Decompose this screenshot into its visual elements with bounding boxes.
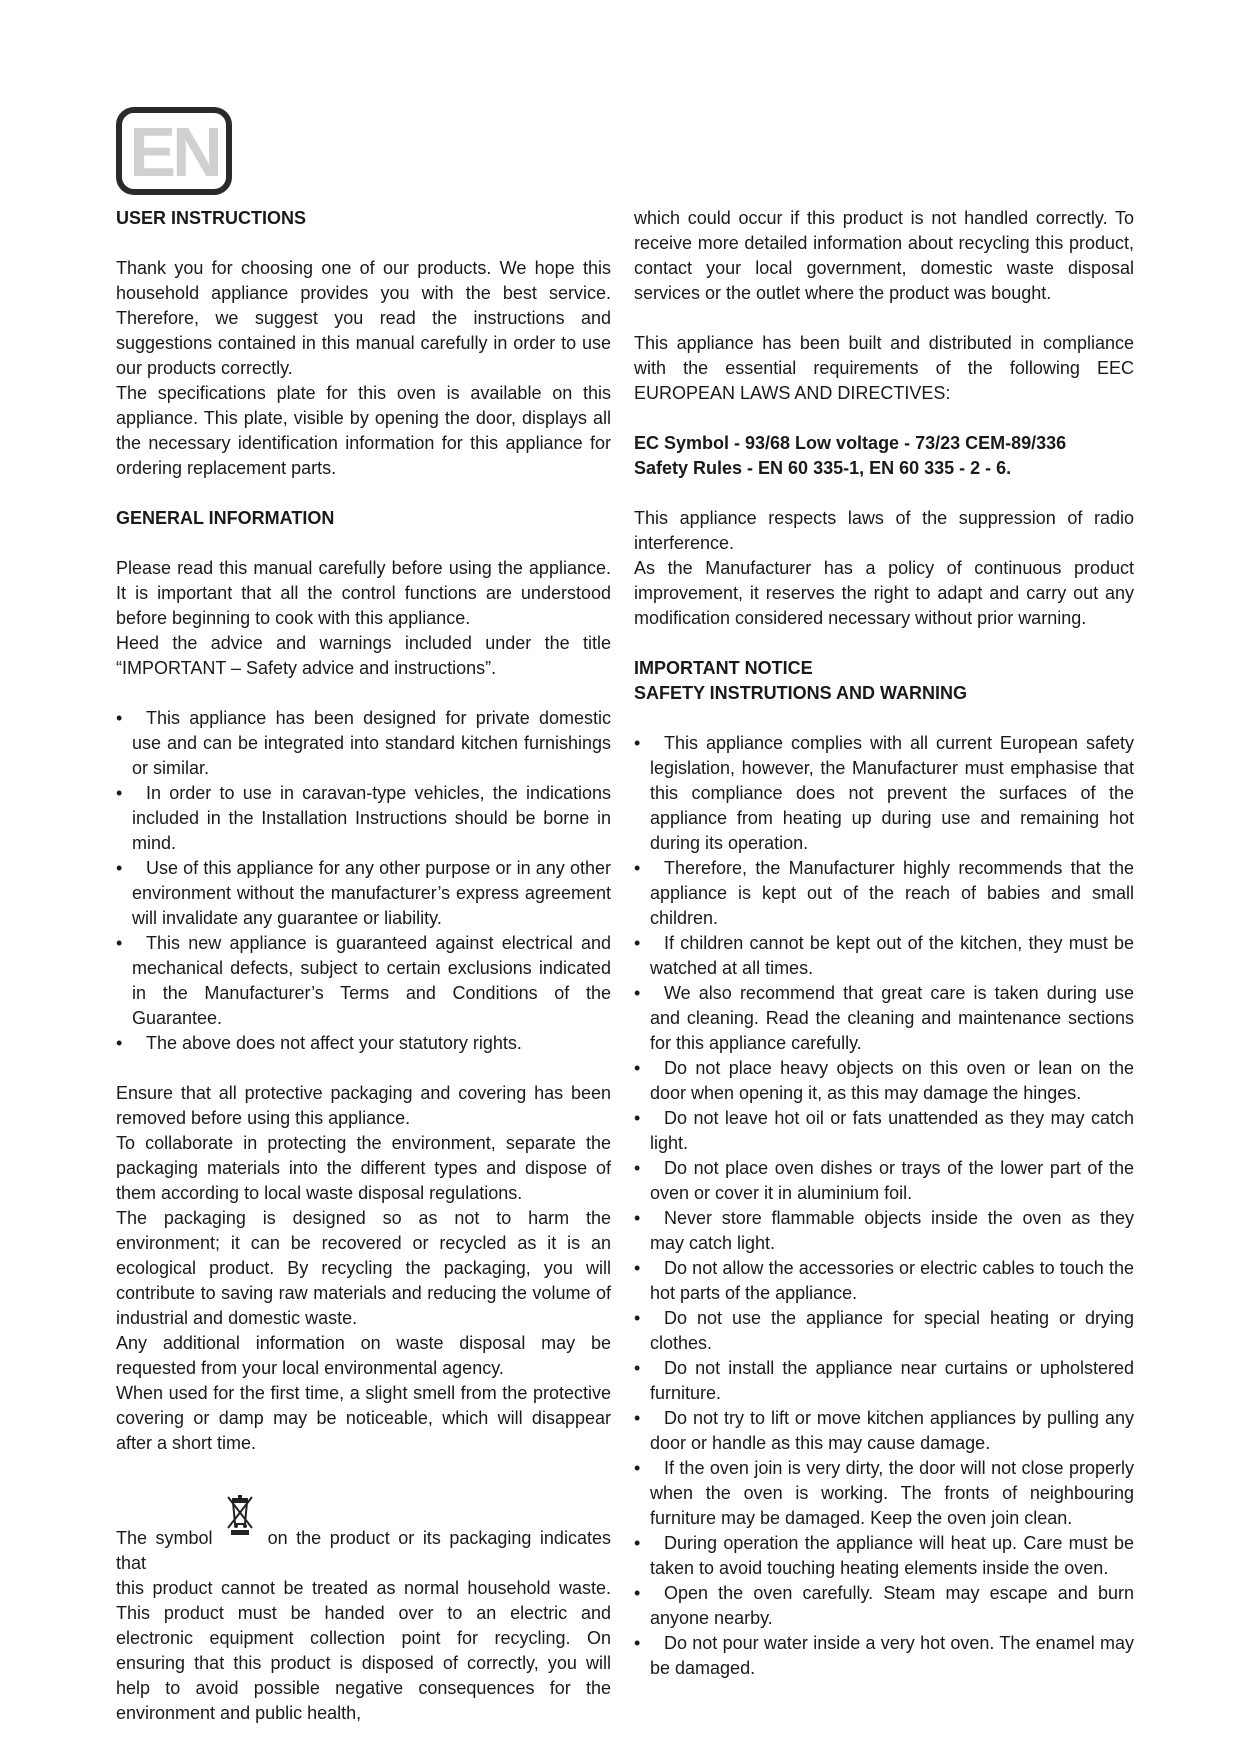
list-item-text: Use of this appliance for any other purpose or in any other environment without the manufacturer’s express agreement will invalidate any guarantee or liability. bbox=[132, 858, 611, 928]
list-item: • Do not leave hot oil or fats unattended as they may catch light. bbox=[634, 1108, 1134, 1153]
list-item: • Do not place heavy objects on this oven or lean on the door when opening it, as this may damage the hinges. bbox=[634, 1058, 1134, 1103]
packaging-paragraph-5: When used for the first time, a slight smell from the protective covering or damp may be noticeable, which will disappear after a short time. bbox=[116, 1383, 611, 1453]
list-item: • If children cannot be kept out of the kitchen, they must be watched at all times. bbox=[634, 933, 1134, 978]
list-item-text: In order to use in caravan-type vehicles, the indications included in the Installation Instructions should be borne in mind. bbox=[132, 783, 611, 853]
list-item-text: Do not leave hot oil or fats unattended as they may catch light. bbox=[650, 1108, 1134, 1153]
manufacturer-policy-paragraph: As the Manufacturer has a policy of continuous product improvement, it reserves the right to adapt and carry out any modification considered necessary without prior warning. bbox=[634, 558, 1134, 628]
list-item-text: This appliance has been designed for private domestic use and can be integrated into standard kitchen furnishings or similar. bbox=[132, 708, 611, 778]
important-notice-heading: IMPORTANT NOTICE bbox=[634, 658, 813, 678]
language-badge bbox=[116, 107, 232, 195]
right-column bbox=[634, 206, 1134, 1681]
list-item: • This appliance has been designed for private domestic use and can be integrated into standard kitchen furnishings or similar. bbox=[116, 708, 611, 778]
weee-symbol-paragraph bbox=[116, 1506, 611, 1576]
weee-text-after: on the product or its packaging indicates that bbox=[116, 1528, 611, 1573]
list-item: • If the oven join is very dirty, the door will not close properly when the oven is working. The fronts of neighbouring furniture may be damaged. Keep the oven join clean. bbox=[634, 1458, 1134, 1528]
radio-interference-paragraph: This appliance respects laws of the suppression of radio interference. bbox=[634, 508, 1134, 553]
general-paragraph-1: Please read this manual carefully before using the appliance. It is important that all the control functions are understood before beginning to cook with this appliance. bbox=[116, 558, 611, 628]
list-item: • This new appliance is guaranteed against electrical and mechanical defects, subject to certain exclusions indicated in the Manufacturer’s Terms and Conditions of the Guarantee. bbox=[116, 933, 611, 1028]
user-instructions-heading: USER INSTRUCTIONS bbox=[116, 208, 307, 228]
language-badge-label: EN bbox=[129, 113, 219, 191]
list-item: • Do not place oven dishes or trays of the lower part of the oven or cover it in aluminium foil. bbox=[634, 1158, 1134, 1203]
list-item-text: If the oven join is very dirty, the door will not close properly when the oven is working. The fronts of neighbouring furniture may be damaged. Keep the oven join clean. bbox=[650, 1458, 1134, 1528]
crossed-bin-icon bbox=[223, 1492, 257, 1536]
list-item: • Therefore, the Manufacturer highly recommends that the appliance is kept out of the reach of babies and small children. bbox=[634, 858, 1134, 928]
list-item: • Do not try to lift or move kitchen appliances by pulling any door or handle as this may cause damage. bbox=[634, 1408, 1134, 1453]
list-item: • Use of this appliance for any other purpose or in any other environment without the manufacturer’s express agreement will invalidate any guarantee or liability. bbox=[116, 858, 611, 928]
list-item-text: The above does not affect your statutory rights. bbox=[146, 1033, 522, 1053]
list-item-text: We also recommend that great care is taken during use and cleaning. Read the cleaning and maintenance sections for this appliance carefully. bbox=[650, 983, 1134, 1053]
list-item: • We also recommend that great care is taken during use and cleaning. Read the cleaning and maintenance sections for this appliance carefully. bbox=[634, 983, 1134, 1053]
list-item: • This appliance complies with all current European safety legislation, however, the Manufacturer must emphasise that this compliance does not prevent the surfaces of the appliance from heating up during use and remaining hot during its operation. bbox=[634, 733, 1134, 853]
packaging-paragraph-1: Ensure that all protective packaging and covering has been removed before using this appliance. bbox=[116, 1083, 611, 1128]
general-information-heading: GENERAL INFORMATION bbox=[116, 508, 335, 528]
general-paragraph-2: Heed the advice and warnings included under the title “IMPORTANT – Safety advice and instructions”. bbox=[116, 633, 611, 678]
intro-paragraph-2: The specifications plate for this oven is available on this appliance. This plate, visible by opening the door, displays all the necessary identification information for this appliance for ordering replacement parts. bbox=[116, 383, 611, 478]
list-item-text: This appliance complies with all current European safety legislation, however, the Manufacturer must emphasise that this compliance does not prevent the surfaces of the appliance from heating up during use and remaining hot during its operation. bbox=[650, 733, 1134, 853]
list-item: • Do not install the appliance near curtains or upholstered furniture. bbox=[634, 1358, 1134, 1403]
packaging-paragraph-3: The packaging is designed so as not to harm the environment; it can be recovered or recycled as it is an ecological product. By recycling the packaging, you will contribute to saving raw materials and reducing the volume of industrial and domestic waste. bbox=[116, 1208, 611, 1328]
list-item-text: Do not try to lift or move kitchen appliances by pulling any door or handle as this may cause damage. bbox=[650, 1408, 1134, 1453]
safety-instructions-heading: SAFETY INSTRUTIONS AND WARNING bbox=[634, 683, 968, 703]
packaging-paragraph-4: Any additional information on waste disposal may be requested from your local environmental agency. bbox=[116, 1333, 611, 1378]
safety-rules-line: Safety Rules - EN 60 335-1, EN 60 335 - 2 - 6. bbox=[634, 458, 1012, 478]
list-item-text: Do not use the appliance for special heating or drying clothes. bbox=[650, 1308, 1134, 1353]
list-item: • During operation the appliance will heat up. Care must be taken to avoid touching heating elements inside the oven. bbox=[634, 1533, 1134, 1578]
left-column bbox=[116, 206, 611, 1726]
packaging-paragraph-2: To collaborate in protecting the environment, separate the packaging materials into the different types and dispose of them according to local waste disposal regulations. bbox=[116, 1133, 611, 1203]
compliance-paragraph: This appliance has been built and distributed in compliance with the essential requirements of the following EEC EUROPEAN LAWS AND DIRECTIVES: bbox=[634, 333, 1134, 403]
list-item: • Do not allow the accessories or electric cables to touch the hot parts of the appliance. bbox=[634, 1258, 1134, 1303]
list-item-text: During operation the appliance will heat up. Care must be taken to avoid touching heating elements inside the oven. bbox=[650, 1533, 1134, 1578]
list-item: • Do not use the appliance for special heating or drying clothes. bbox=[634, 1308, 1134, 1353]
list-item: • Do not pour water inside a very hot oven. The enamel may be damaged. bbox=[634, 1633, 1134, 1678]
list-item: • In order to use in caravan-type vehicles, the indications included in the Installation Instructions should be borne in mind. bbox=[116, 783, 611, 853]
list-item-text: Therefore, the Manufacturer highly recommends that the appliance is kept out of the reach of babies and small children. bbox=[650, 858, 1134, 928]
list-item: • Open the oven carefully. Steam may escape and burn anyone nearby. bbox=[634, 1583, 1134, 1628]
general-bullet-list bbox=[116, 706, 611, 1056]
weee-paragraph-rest: this product cannot be treated as normal household waste. This product must be handed over to an electric and electronic equipment collection point for recycling. On ensuring that this product is disposed of correctly, you will help to avoid possible negative consequences for the environment and public health, bbox=[116, 1578, 611, 1723]
list-item-text: Do not allow the accessories or electric cables to touch the hot parts of the appliance. bbox=[650, 1258, 1134, 1303]
list-item-text: Never store flammable objects inside the oven as they may catch light. bbox=[650, 1208, 1134, 1253]
list-item: • Never store flammable objects inside the oven as they may catch light. bbox=[634, 1208, 1134, 1253]
list-item-text: Open the oven carefully. Steam may escape and burn anyone nearby. bbox=[650, 1583, 1134, 1628]
list-item-text: This new appliance is guaranteed against electrical and mechanical defects, subject to certain exclusions indicated in the Manufacturer’s Terms and Conditions of the Guarantee. bbox=[132, 933, 611, 1028]
list-item-text: Do not place heavy objects on this oven or lean on the door when opening it, as this may damage the hinges. bbox=[650, 1058, 1134, 1103]
list-item: • The above does not affect your statutory rights. bbox=[116, 1033, 522, 1053]
recycling-paragraph: which could occur if this product is not handled correctly. To receive more detailed information about recycling this product, contact your local government, domestic waste disposal services or the outlet where the product was bought. bbox=[634, 208, 1134, 303]
list-item-text: Do not install the appliance near curtains or upholstered furniture. bbox=[650, 1358, 1134, 1403]
list-item-text: Do not pour water inside a very hot oven. The enamel may be damaged. bbox=[650, 1633, 1134, 1678]
intro-paragraph-1: Thank you for choosing one of our products. We hope this household appliance provides you with the best service. Therefore, we suggest you read the instructions and suggestions contained in this manual carefully in order to use our products correctly. bbox=[116, 258, 611, 378]
weee-text-before: The symbol bbox=[116, 1528, 213, 1548]
ec-symbol-line: EC Symbol - 93/68 Low voltage - 73/23 CEM-89/336 bbox=[634, 433, 1067, 453]
safety-bullet-list bbox=[634, 731, 1134, 1681]
list-item-text: If children cannot be kept out of the kitchen, they must be watched at all times. bbox=[650, 933, 1134, 978]
list-item-text: Do not place oven dishes or trays of the lower part of the oven or cover it in aluminium foil. bbox=[650, 1158, 1134, 1203]
